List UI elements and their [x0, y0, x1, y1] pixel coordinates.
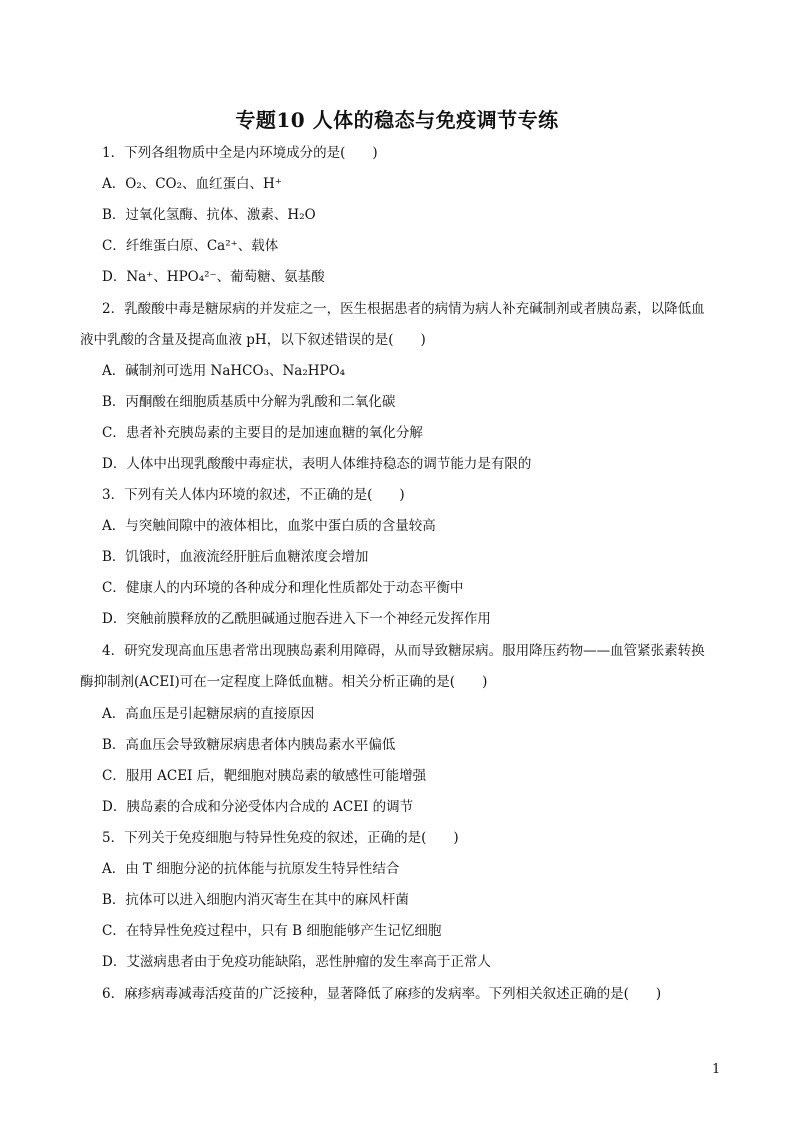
option-1c: C．纤维蛋白原、Ca²⁺、载体: [102, 238, 279, 254]
option-4c: C．服用 ACEI 后，靶细胞对胰岛素的敏感性可能增强: [102, 768, 427, 784]
page-title: 专题10 人体的稳态与免疫调节专练: [235, 108, 559, 132]
question-3: 3．下列有关人体内环境的叙述，不正确的是( ): [102, 487, 405, 503]
option-4b: B．高血压会导致糖尿病患者体内胰岛素水平偏低: [102, 737, 396, 753]
page-number: 1: [712, 1062, 721, 1077]
option-3d: D．突触前膜释放的乙酰胆碱通过胞吞进入下一个神经元发挥作用: [102, 611, 491, 627]
question-1: 1．下列各组物质中全是内环境成分的是( ): [102, 145, 378, 161]
option-5c: C．在特异性免疫过程中，只有 B 细胞能够产生记忆细胞: [102, 923, 442, 939]
option-4d: D．胰岛素的合成和分泌受体内合成的 ACEI 的调节: [102, 799, 414, 815]
option-2d: D．人体中出现乳酸酸中毒症状，表明人体维持稳态的调节能力是有限的: [102, 456, 532, 472]
question-5: 5．下列关于免疫细胞与特异性免疫的叙述，正确的是( ): [102, 830, 459, 846]
option-3a: A．与突触间隙中的液体相比，血浆中蛋白质的含量较高: [102, 518, 436, 534]
option-5a: A．由 T 细胞分泌的抗体能与抗原发生特异性结合: [102, 861, 400, 877]
question-4-continued: 酶抑制剂(ACEI)可在一定程度上降低血糖。相关分析正确的是( ): [80, 674, 488, 690]
option-1a: A．O₂、CO₂、血红蛋白、H⁺: [102, 176, 282, 192]
option-1d: D．Na⁺、HPO₄²⁻、葡萄糖、氨基酸: [102, 269, 325, 285]
option-2b: B．丙酮酸在细胞质基质中分解为乳酸和二氧化碳: [102, 394, 396, 410]
option-5d: D．艾滋病患者由于免疫功能缺陷，恶性肿瘤的发生率高于正常人: [102, 954, 491, 970]
option-3c: C．健康人的内环境的各种成分和理化性质都处于动态平衡中: [102, 580, 464, 596]
question-2-continued: 液中乳酸的含量及提高血液 pH，以下叙述错误的是( ): [80, 332, 426, 348]
option-4a: A．高血压是引起糖尿病的直接原因: [102, 706, 315, 722]
question-2: 2．乳酸酸中毒是糖尿病的并发症之一，医生根据患者的病情为病人补充碱制剂或者胰岛素，以降低血: [102, 301, 705, 317]
option-5b: B．抗体可以进入细胞内消灭寄生在其中的麻风杆菌: [102, 892, 409, 908]
question-4: 4．研究发现高血压患者常出现胰岛素利用障碍，从而导致糖尿病。服用降压药物——血管紧张素转换: [102, 643, 705, 659]
option-3b: B．饥饿时，血液流经肝脏后血糖浓度会增加: [102, 549, 369, 565]
option-1b: B．过氧化氢酶、抗体、激素、H₂O: [102, 207, 316, 223]
option-2a: A．碱制剂可选用 NaHCO₃、Na₂HPO₄: [102, 363, 346, 379]
option-2c: C．患者补充胰岛素的主要目的是加速血糖的氧化分解: [102, 425, 423, 441]
question-6: 6．麻疹病毒减毒活疫苗的广泛接种，显著降低了麻疹的发病率。下列相关叙述正确的是( ): [102, 986, 662, 1002]
